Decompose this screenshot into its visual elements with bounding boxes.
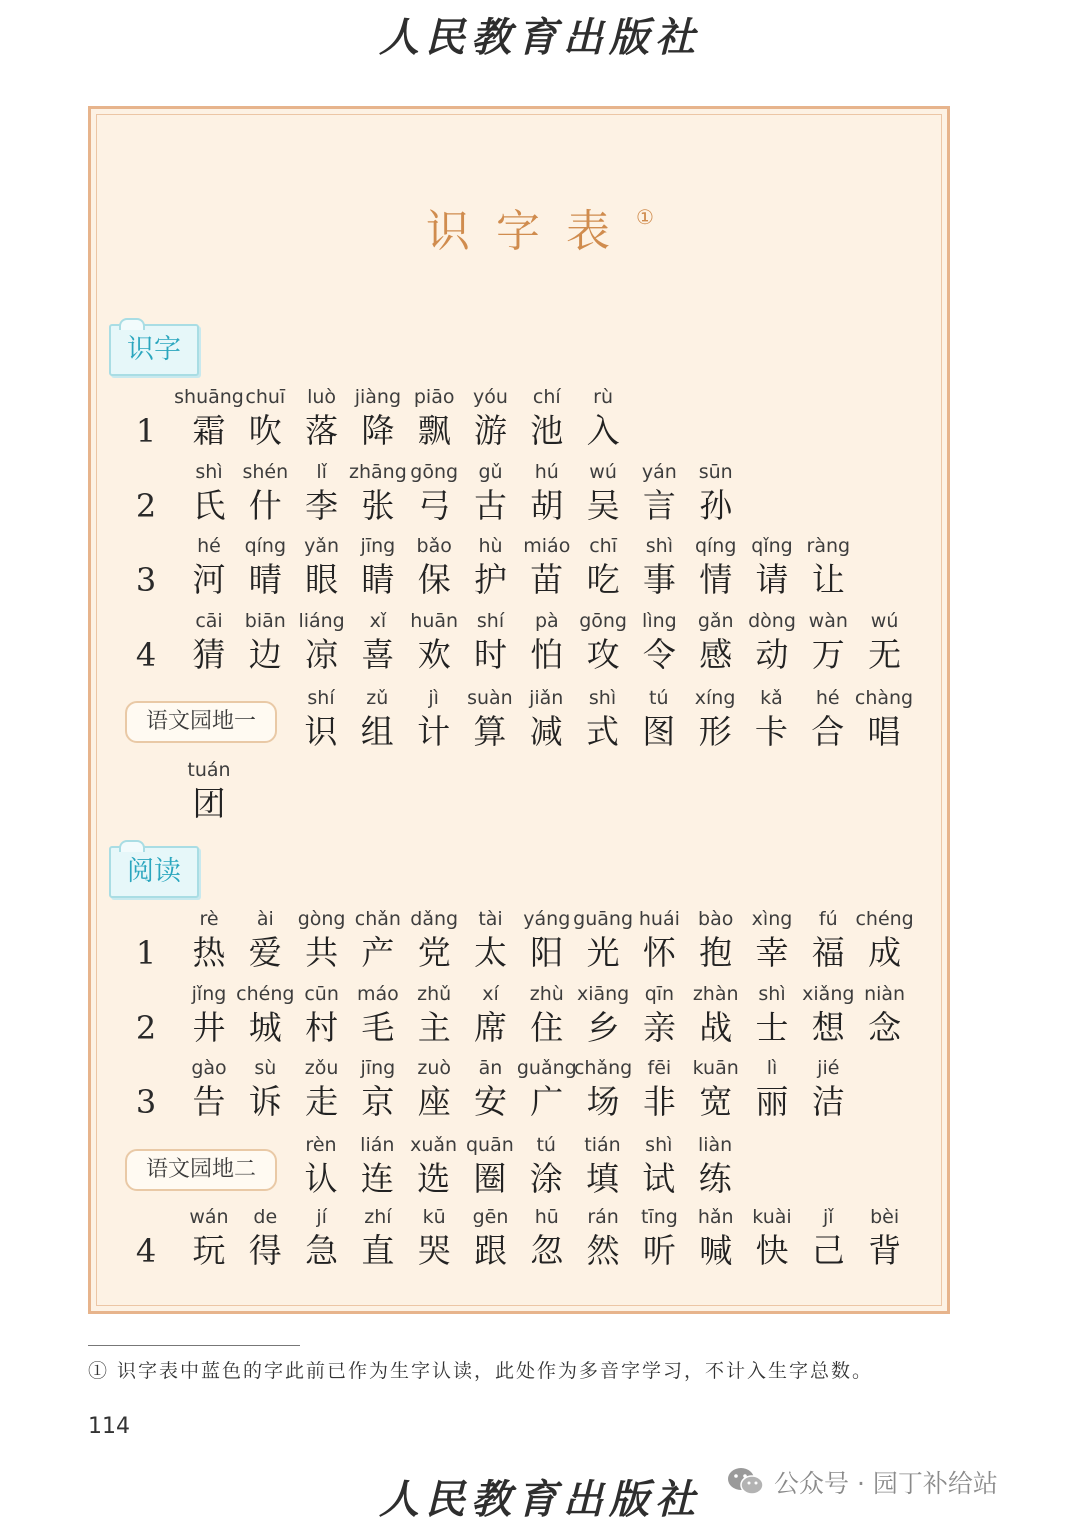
hanzi: 眼 [305, 560, 339, 599]
pinyin: lì [766, 1057, 778, 1079]
pinyin: xiāng [576, 983, 630, 1005]
pinyin: gǎn [697, 610, 734, 632]
pinyin: chuī [245, 386, 286, 408]
hanzi: 抱 [699, 933, 733, 972]
pinyin: jì [428, 687, 439, 709]
hanzi: 氏 [192, 486, 226, 525]
hanzi: 非 [642, 1082, 676, 1121]
pinyin: xiǎng [802, 983, 855, 1005]
hanzi: 井 [192, 1008, 226, 1047]
pinyin: jié [817, 1057, 840, 1079]
hanzi: 席 [474, 1008, 507, 1047]
pinyin: shuāng [174, 386, 244, 408]
pinyin: wán [189, 1206, 229, 1228]
pinyin: tīng [640, 1206, 678, 1228]
hanzi: 跟 [474, 1231, 507, 1270]
publisher-logo-top: 人民教育出版社 [379, 14, 701, 61]
pinyin: ān [478, 1057, 503, 1079]
page-number: 114 [88, 1414, 130, 1439]
publisher-logo-bottom: 人民教育出版社 [379, 1476, 701, 1523]
hanzi: 战 [699, 1008, 733, 1047]
pinyin: zhù [529, 983, 564, 1005]
hanzi: 令 [642, 635, 676, 674]
hanzi: 选 [417, 1159, 451, 1198]
pinyin: gēn [472, 1206, 509, 1228]
pinyin: cūn [304, 983, 339, 1005]
hanzi: 安 [474, 1082, 507, 1121]
literacy-row-2-char-cell [688, 460, 744, 530]
pinyin: chéng [855, 908, 914, 930]
pinyin: luò [307, 386, 337, 408]
pinyin: hǎn [697, 1206, 734, 1228]
hanzi: 村 [305, 1008, 339, 1047]
pinyin: xíng [694, 687, 736, 709]
hanzi: 京 [361, 1082, 395, 1121]
pinyin: zhāng [349, 461, 407, 483]
hanzi: 感 [699, 635, 733, 674]
pinyin: hé [815, 687, 840, 709]
pinyin: chǎn [354, 908, 401, 930]
hanzi: 图 [642, 712, 676, 751]
hanzi: 走 [305, 1082, 339, 1121]
pinyin: suàn [467, 687, 513, 709]
pinyin: rè [199, 908, 219, 930]
hanzi: 落 [305, 411, 339, 450]
pinyin: fú [818, 908, 838, 930]
hanzi: 直 [361, 1231, 395, 1270]
pinyin: hù [478, 535, 503, 557]
hanzi: 怀 [642, 933, 676, 972]
hanzi: 玩 [192, 1231, 226, 1270]
pinyin: guāng [573, 908, 634, 930]
pinyin: zhǔ [417, 983, 452, 1005]
pinyin: shí [307, 687, 335, 709]
pinyin: jí [316, 1206, 327, 1228]
section-tag-literacy: 识字 [109, 324, 199, 376]
hanzi: 入 [586, 411, 620, 450]
pinyin: jīng [360, 535, 396, 557]
garden-one-overflow-char-cell [181, 758, 237, 828]
hanzi: 练 [698, 1159, 732, 1198]
hanzi: 幸 [755, 933, 789, 972]
hanzi: 欢 [417, 635, 451, 674]
garden-two-char-cell [687, 1133, 743, 1203]
pinyin: rèn [305, 1134, 337, 1156]
reading-row-4-char-cell [857, 1205, 913, 1275]
hanzi: 座 [417, 1082, 451, 1121]
row-number: 1 [135, 934, 157, 972]
reading-row-3-char-cell [800, 1056, 856, 1126]
pinyin: huái [638, 908, 680, 930]
hanzi: 晴 [248, 560, 282, 599]
pinyin: shì [588, 687, 617, 709]
hanzi: 让 [811, 560, 845, 599]
watermark [726, 1462, 998, 1502]
hanzi: 宽 [699, 1082, 733, 1121]
row-number: 3 [135, 1083, 157, 1121]
page-title [0, 195, 1080, 259]
pinyin: jiǎn [529, 687, 564, 709]
pinyin: yán [641, 461, 677, 483]
hanzi: 保 [417, 560, 451, 599]
hanzi: 成 [868, 933, 902, 972]
hanzi: 士 [755, 1008, 789, 1047]
pinyin: shì [645, 1134, 673, 1156]
hanzi: 然 [586, 1231, 620, 1270]
pinyin: wú [589, 461, 617, 483]
hanzi: 福 [811, 933, 845, 972]
hanzi: 池 [530, 411, 564, 450]
pinyin: shì [645, 535, 673, 557]
hanzi: 圈 [473, 1159, 507, 1198]
pinyin: qǐng [751, 535, 793, 557]
row-number: 2 [135, 1009, 157, 1047]
hanzi: 张 [361, 486, 395, 525]
pinyin: yáng [523, 908, 571, 930]
hanzi: 苗 [530, 560, 564, 599]
pinyin: de [253, 1206, 278, 1228]
pinyin: gòng [297, 908, 346, 930]
pinyin: liáng [298, 610, 345, 632]
pinyin: hū [534, 1206, 559, 1228]
pinyin: fēi [647, 1057, 672, 1079]
row-number: 4 [135, 1232, 157, 1270]
hanzi: 填 [586, 1159, 619, 1198]
pinyin: piāo [413, 386, 455, 408]
pinyin: wú [870, 610, 899, 632]
hanzi: 情 [699, 560, 733, 599]
hanzi: 什 [248, 486, 282, 525]
pinyin: guǎng [516, 1057, 577, 1079]
hanzi: 算 [473, 712, 507, 751]
pinyin: kuài [752, 1206, 792, 1228]
hanzi: 诉 [248, 1082, 282, 1121]
hanzi: 卡 [754, 712, 788, 751]
hanzi: 住 [530, 1008, 564, 1047]
hanzi: 热 [192, 933, 226, 972]
pinyin: gōng [410, 461, 459, 483]
hanzi: 城 [248, 1008, 282, 1047]
pinyin: ràng [806, 535, 851, 557]
pinyin: huān [410, 610, 459, 632]
hanzi: 己 [811, 1231, 845, 1270]
pinyin: bào [698, 908, 734, 930]
hanzi: 护 [474, 560, 507, 599]
pinyin: ài [256, 908, 274, 930]
pinyin: miáo [523, 535, 571, 557]
pinyin: zǒu [304, 1057, 339, 1079]
pinyin: dòng [748, 610, 796, 632]
footnote: ① 识字表中蓝色的字此前已作为生字认读，此处作为多音字学习，不计入生字总数。 [88, 1360, 874, 1382]
pinyin: zuò [417, 1057, 451, 1079]
hanzi: 产 [361, 933, 395, 972]
pinyin: cāi [195, 610, 223, 632]
pinyin: gōng [579, 610, 627, 632]
pinyin: dǎng [410, 908, 459, 930]
hanzi: 亲 [642, 1008, 676, 1047]
garden-tag-one: 语文园地一 [125, 701, 277, 743]
pinyin: sù [254, 1057, 277, 1079]
hanzi: 得 [248, 1231, 282, 1270]
pinyin: lìng [642, 610, 677, 632]
pinyin: shén [242, 461, 289, 483]
hanzi: 连 [360, 1159, 394, 1198]
hanzi: 胡 [530, 486, 564, 525]
pinyin: lián [360, 1134, 395, 1156]
hanzi: 听 [642, 1231, 676, 1270]
pinyin: gào [191, 1057, 227, 1079]
hanzi: 快 [755, 1231, 789, 1270]
pinyin: xí [482, 983, 499, 1005]
pinyin: jiàng [354, 386, 402, 408]
hanzi: 急 [305, 1231, 339, 1270]
pinyin: rán [587, 1206, 619, 1228]
pinyin: shì [758, 983, 786, 1005]
pinyin: kǎ [760, 687, 783, 709]
row-number: 1 [135, 412, 157, 450]
pinyin: biān [244, 610, 286, 632]
pinyin: kuān [692, 1057, 739, 1079]
pinyin: máo [357, 983, 399, 1005]
row-number: 3 [135, 561, 157, 599]
pinyin: bèi [870, 1206, 900, 1228]
row-number: 4 [135, 636, 157, 674]
pinyin: zhí [364, 1206, 392, 1228]
hanzi: 忽 [530, 1231, 564, 1270]
hanzi: 涂 [529, 1159, 563, 1198]
hanzi: 哭 [417, 1231, 451, 1270]
hanzi: 共 [305, 933, 339, 972]
row-number: 2 [135, 487, 157, 525]
hanzi: 河 [192, 560, 226, 599]
pinyin: qíng [244, 535, 287, 557]
hanzi: 游 [474, 411, 507, 450]
garden-one-char-cell [856, 686, 912, 756]
pinyin: rù [593, 386, 614, 408]
hanzi: 认 [304, 1159, 338, 1198]
hanzi: 广 [530, 1082, 564, 1121]
hanzi: 孙 [699, 486, 733, 525]
literacy-row-3-char-cell [800, 534, 856, 604]
hanzi: 想 [811, 1008, 845, 1047]
hanzi: 洁 [811, 1082, 845, 1121]
pinyin: chí [532, 386, 561, 408]
pinyin: liàn [697, 1134, 733, 1156]
pinyin: niàn [864, 983, 906, 1005]
pinyin: quān [465, 1134, 514, 1156]
hanzi: 式 [586, 712, 619, 751]
pinyin: qíng [694, 535, 737, 557]
hanzi: 吴 [586, 486, 620, 525]
hanzi: 计 [417, 712, 451, 751]
hanzi: 喊 [699, 1231, 733, 1270]
pinyin: zhàn [692, 983, 739, 1005]
hanzi: 乡 [586, 1008, 620, 1047]
hanzi: 场 [586, 1082, 620, 1121]
hanzi: 组 [360, 712, 394, 751]
hanzi: 吃 [586, 560, 620, 599]
pinyin: chàng [854, 687, 914, 709]
hanzi: 怕 [530, 635, 564, 674]
hanzi: 党 [417, 933, 451, 972]
literacy-row-4-char-cell [857, 609, 913, 679]
literacy-row-1-char-cell [575, 385, 631, 455]
hanzi: 主 [417, 1008, 451, 1047]
pinyin: xuǎn [410, 1134, 458, 1156]
hanzi: 毛 [361, 1008, 395, 1047]
hanzi: 时 [474, 635, 507, 674]
hanzi: 念 [868, 1008, 902, 1047]
hanzi: 凉 [305, 635, 339, 674]
pinyin: tú [649, 687, 669, 709]
hanzi: 弓 [417, 486, 451, 525]
hanzi: 喜 [361, 635, 395, 674]
pinyin: shì [195, 461, 223, 483]
pinyin: hé [197, 535, 221, 557]
hanzi: 吹 [248, 411, 282, 450]
reading-row-2-char-cell [857, 982, 913, 1052]
pinyin: chī [589, 535, 617, 557]
hanzi: 事 [642, 560, 676, 599]
pinyin: qīn [644, 983, 675, 1005]
pinyin: bǎo [416, 535, 452, 557]
garden-tag-two: 语文园地二 [125, 1149, 277, 1191]
hanzi: 睛 [361, 560, 395, 599]
hanzi: 无 [868, 635, 902, 674]
hanzi: 李 [305, 486, 339, 525]
pinyin: tuán [187, 759, 231, 781]
hanzi: 霜 [192, 411, 226, 450]
hanzi: 请 [755, 560, 789, 599]
hanzi: 万 [811, 635, 845, 674]
pinyin: jīng [360, 1057, 396, 1079]
wechat-icon [726, 1466, 766, 1498]
hanzi: 猜 [192, 635, 226, 674]
pinyin: shí [476, 610, 505, 632]
hanzi: 形 [698, 712, 732, 751]
pinyin: lǐ [316, 461, 327, 483]
section-tag-reading: 阅读 [109, 846, 199, 898]
footnote-marker: ① [636, 205, 654, 229]
pinyin: xǐ [369, 610, 387, 632]
hanzi: 背 [868, 1231, 902, 1270]
pinyin: sūn [698, 461, 733, 483]
hanzi: 唱 [867, 712, 901, 751]
pinyin: hú [534, 461, 559, 483]
hanzi: 丽 [755, 1082, 789, 1121]
reading-row-1-char-cell [857, 907, 913, 977]
hanzi: 爱 [248, 933, 282, 972]
hanzi: 合 [811, 712, 845, 751]
pinyin: zǔ [366, 687, 389, 709]
pinyin: wàn [808, 610, 848, 632]
hanzi: 降 [361, 411, 395, 450]
hanzi: 减 [529, 712, 563, 751]
pinyin: chǎng [573, 1057, 633, 1079]
pinyin: gǔ [478, 461, 503, 483]
pinyin: chéng [236, 983, 295, 1005]
pinyin: tài [478, 908, 503, 930]
hanzi: 边 [248, 635, 282, 674]
hanzi: 动 [755, 635, 789, 674]
pinyin: jǐng [191, 983, 227, 1005]
watermark-text: 公众号 · 园丁补给站 [774, 1469, 998, 1498]
hanzi: 古 [474, 486, 507, 525]
hanzi: 太 [474, 933, 507, 972]
page-title-text: 识字表 [426, 206, 637, 257]
pinyin: pà [534, 610, 559, 632]
hanzi: 告 [192, 1082, 226, 1121]
pinyin: jǐ [823, 1206, 834, 1228]
hanzi: 飘 [417, 411, 451, 450]
hanzi: 光 [586, 933, 620, 972]
hanzi: 团 [192, 784, 226, 823]
pinyin: kū [422, 1206, 446, 1228]
pinyin: xìng [751, 908, 793, 930]
pinyin: yǎn [304, 535, 340, 557]
hanzi: 试 [642, 1159, 676, 1198]
hanzi: 言 [642, 486, 676, 525]
pinyin: yóu [473, 386, 508, 408]
hanzi: 阳 [530, 933, 564, 972]
pinyin: tián [584, 1134, 621, 1156]
hanzi: 攻 [586, 635, 620, 674]
footnote-divider [88, 1345, 300, 1346]
pinyin: tú [536, 1134, 556, 1156]
hanzi: 识 [304, 712, 338, 751]
